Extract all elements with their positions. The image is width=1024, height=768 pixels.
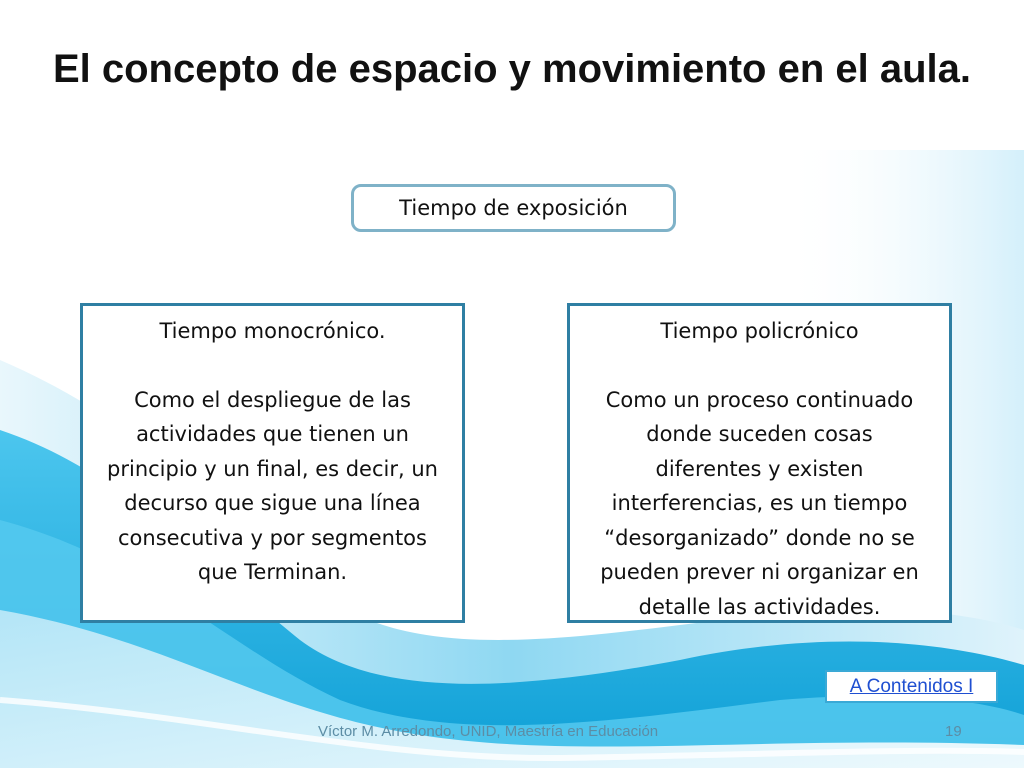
header-box-exposure-time — [351, 184, 676, 232]
card-monochronic — [80, 303, 465, 623]
footer — [0, 723, 1024, 745]
card-monochronic-body: Como el despliegue de las actividades que tienen un principio y un final, es decir, un decurso que sigue una línea consecutiva y por segmentos que Terminan. — [107, 387, 438, 584]
card-polychronic-heading: Tiempo policrónico — [660, 319, 859, 343]
card-polychronic-body: Como un proceso continuado donde suceden cosas diferentes y existen interferencias, es un tiempo “desorganizado” donde no se pueden prever ni organizar en detalle las actividades. — [600, 387, 919, 619]
page-number: 19 — [945, 723, 962, 740]
card-monochronic-heading: Tiempo monocrónico. — [159, 319, 386, 343]
contents-link-label: A Contenidos I — [849, 675, 974, 697]
contents-link-button[interactable] — [825, 670, 998, 703]
header-box-label: Tiempo de exposición — [399, 196, 628, 220]
card-polychronic — [567, 303, 952, 623]
footer-credit: Víctor M. Arredondo, UNID, Maestría en Educación — [318, 723, 659, 740]
slide-title: El concepto de espacio y movimiento en el aula. — [52, 47, 972, 91]
